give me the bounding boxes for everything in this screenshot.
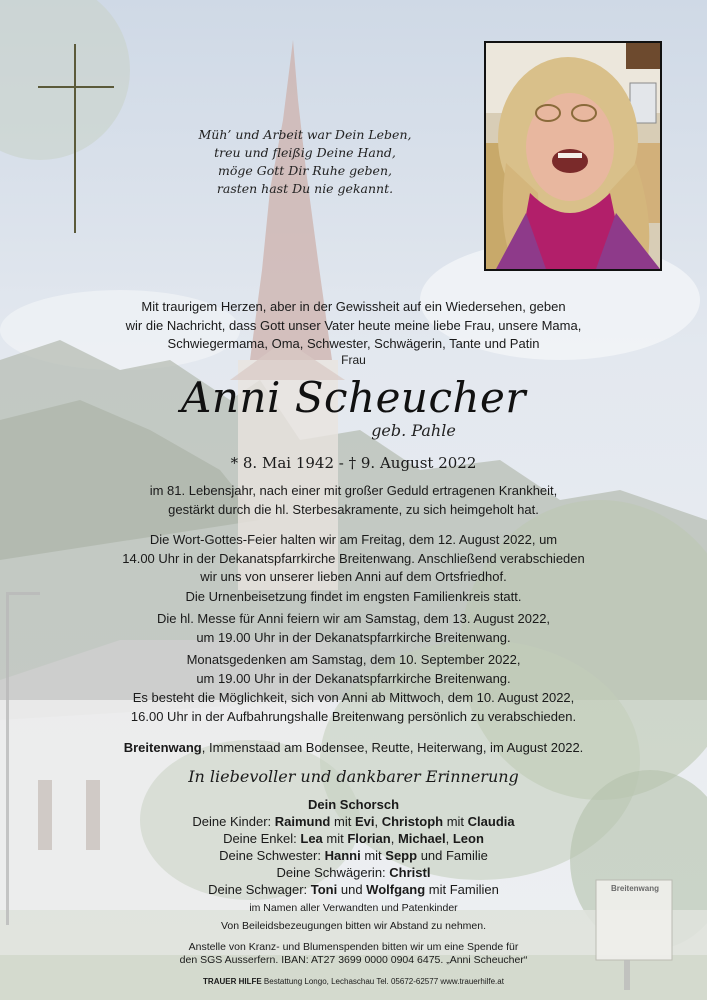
urn-text: Die Urnenbeisetzung findet im engsten Familienkreis statt. bbox=[185, 589, 522, 604]
donation-text bbox=[60, 941, 647, 967]
footer-text: Bestattung Longo, Lechaschau Tel. 05672-62577 www.trauerhilfe.at bbox=[261, 977, 504, 986]
brotherinlaw-label: Deine Schwager: bbox=[208, 882, 311, 897]
memory-heading: In liebevoller und dankbarer Erinnerung bbox=[188, 767, 519, 786]
places-line bbox=[60, 739, 647, 758]
viewing-text bbox=[60, 689, 647, 726]
sister-label: Deine Schwester: bbox=[219, 848, 325, 863]
connector: mit bbox=[322, 831, 348, 846]
sign-label: Breitenwang bbox=[610, 884, 659, 893]
monthly-text bbox=[60, 651, 647, 688]
child-partner: Evi bbox=[354, 814, 375, 829]
donation-line: Anstelle von Kranz- und Blumenspenden bitten wir um eine Spende für bbox=[188, 941, 519, 953]
brotherinlaw-line bbox=[60, 881, 647, 898]
child-name: Raimund bbox=[274, 814, 331, 829]
connector: mit Familien bbox=[425, 882, 499, 897]
passing-line: gestärkt durch die hl. Sterbesakramente, zu sich heimgeholt hat. bbox=[168, 501, 539, 517]
intro-text bbox=[60, 298, 647, 354]
place-main: Breitenwang bbox=[123, 740, 202, 755]
ceremony-line: wir uns von unserer lieben Anni auf dem Ortsfriedhof. bbox=[200, 569, 507, 584]
sister-partner: Sepp bbox=[385, 848, 418, 863]
brotherinlaw-name: Toni bbox=[310, 882, 338, 897]
passing-text bbox=[60, 482, 647, 519]
mass-line: um 19.00 Uhr in der Dekanatspfarrkirche Breitenwang. bbox=[196, 629, 511, 645]
ceremony-line: 14.00 Uhr in der Dekanatspfarrkirche Breitenwang. Anschließend verabschieden bbox=[122, 550, 585, 566]
portrait-image bbox=[486, 43, 660, 269]
condolence-note: Von Beileidsbezeugungen bitten wir Abstand zu nehmen. bbox=[220, 920, 487, 932]
sisterinlaw-label: Deine Schwägerin: bbox=[276, 865, 390, 880]
poem-line: möge Gott Dir Ruhe geben, bbox=[218, 163, 392, 178]
child-partner: Claudia bbox=[467, 814, 515, 829]
spouse-name: Dein Schorsch bbox=[307, 797, 400, 812]
monthly-line: um 19.00 Uhr in der Dekanatspfarrkirche Breitenwang. bbox=[196, 670, 511, 686]
connector: mit bbox=[443, 814, 468, 829]
family-list bbox=[60, 796, 647, 915]
deceased-name: Anni Scheucher bbox=[181, 373, 526, 422]
poem-line: rasten hast Du nie gekannt. bbox=[216, 181, 394, 196]
spouse-line bbox=[60, 796, 647, 813]
footer-brand: TRAUER HILFE bbox=[203, 977, 262, 986]
life-dates: * 8. Mai 1942 - † 9. August 2022 bbox=[230, 454, 477, 472]
children-line bbox=[60, 813, 647, 830]
poem bbox=[170, 126, 440, 198]
footer bbox=[60, 977, 647, 986]
viewing-line: 16.00 Uhr in der Aufbahrungshalle Breitenwang persönlich zu verabschieden. bbox=[130, 708, 577, 724]
others-line: im Namen aller Verwandten und Patenkinder bbox=[249, 902, 458, 914]
place-rest: , Immenstaad am Bodensee, Reutte, Heiterwang, im August 2022. bbox=[201, 740, 584, 755]
poem-line: treu und fleißig Deine Hand, bbox=[214, 145, 396, 160]
maiden-name: geb. Pahle bbox=[371, 421, 456, 440]
cross-icon bbox=[74, 44, 76, 233]
grandchild-name: Michael bbox=[397, 831, 446, 846]
brotherinlaw-name: Wolfgang bbox=[366, 882, 426, 897]
connector: und Familie bbox=[417, 848, 488, 863]
grandchildren-line bbox=[60, 830, 647, 847]
connector: und bbox=[337, 882, 367, 897]
child-name: Christoph bbox=[381, 814, 444, 829]
grandchildren-label: Deine Enkel: bbox=[223, 831, 301, 846]
portrait-photo bbox=[484, 41, 662, 271]
connector: , bbox=[390, 831, 398, 846]
sister-line bbox=[60, 847, 647, 864]
grandchild-name: Lea bbox=[300, 831, 323, 846]
cross-beam bbox=[38, 86, 114, 88]
connector: , bbox=[445, 831, 453, 846]
mass-line: Die hl. Messe für Anni feiern wir am Samstag, dem 13. August 2022, bbox=[156, 611, 551, 626]
viewing-line: Es besteht die Möglichkeit, sich von Anni ab Mittwoch, dem 10. August 2022, bbox=[132, 690, 575, 705]
sisterinlaw-line bbox=[60, 864, 647, 881]
children-label: Deine Kinder: bbox=[192, 814, 275, 829]
connector: , bbox=[374, 814, 382, 829]
connector: mit bbox=[360, 848, 386, 863]
intro-line: Schwiegermama, Oma, Schwester, Schwägerin, Tante und Patin bbox=[167, 336, 540, 351]
monthly-line: Monatsgedenken am Samstag, dem 10. September 2022, bbox=[186, 652, 521, 667]
grandchild-name: Leon bbox=[452, 831, 484, 846]
grandchild-partner: Florian bbox=[347, 831, 391, 846]
passing-line: im 81. Lebensjahr, nach einer mit großer Geduld ertragenen Krankheit, bbox=[149, 483, 558, 498]
donation-line: den SGS Ausserfern. IBAN: AT27 3699 0000 0904 6475. „Anni Scheucher“ bbox=[179, 954, 528, 966]
ceremony-text bbox=[60, 531, 647, 587]
mass-text bbox=[60, 610, 647, 647]
ceremony-line: Die Wort-Gottes-Feier halten wir am Freitag, dem 12. August 2022, um bbox=[149, 532, 558, 547]
connector: mit bbox=[330, 814, 355, 829]
sister-name: Hanni bbox=[324, 848, 361, 863]
intro-line: wir die Nachricht, dass Gott unser Vater heute meine liebe Frau, unsere Mama, bbox=[125, 317, 582, 333]
poem-line: Müh’ und Arbeit war Dein Leben, bbox=[198, 127, 412, 142]
salutation: Frau bbox=[341, 353, 366, 367]
intro-line: Mit traurigem Herzen, aber in der Gewissheit auf ein Wiedersehen, geben bbox=[141, 299, 566, 314]
sisterinlaw-name: Christl bbox=[389, 865, 431, 880]
